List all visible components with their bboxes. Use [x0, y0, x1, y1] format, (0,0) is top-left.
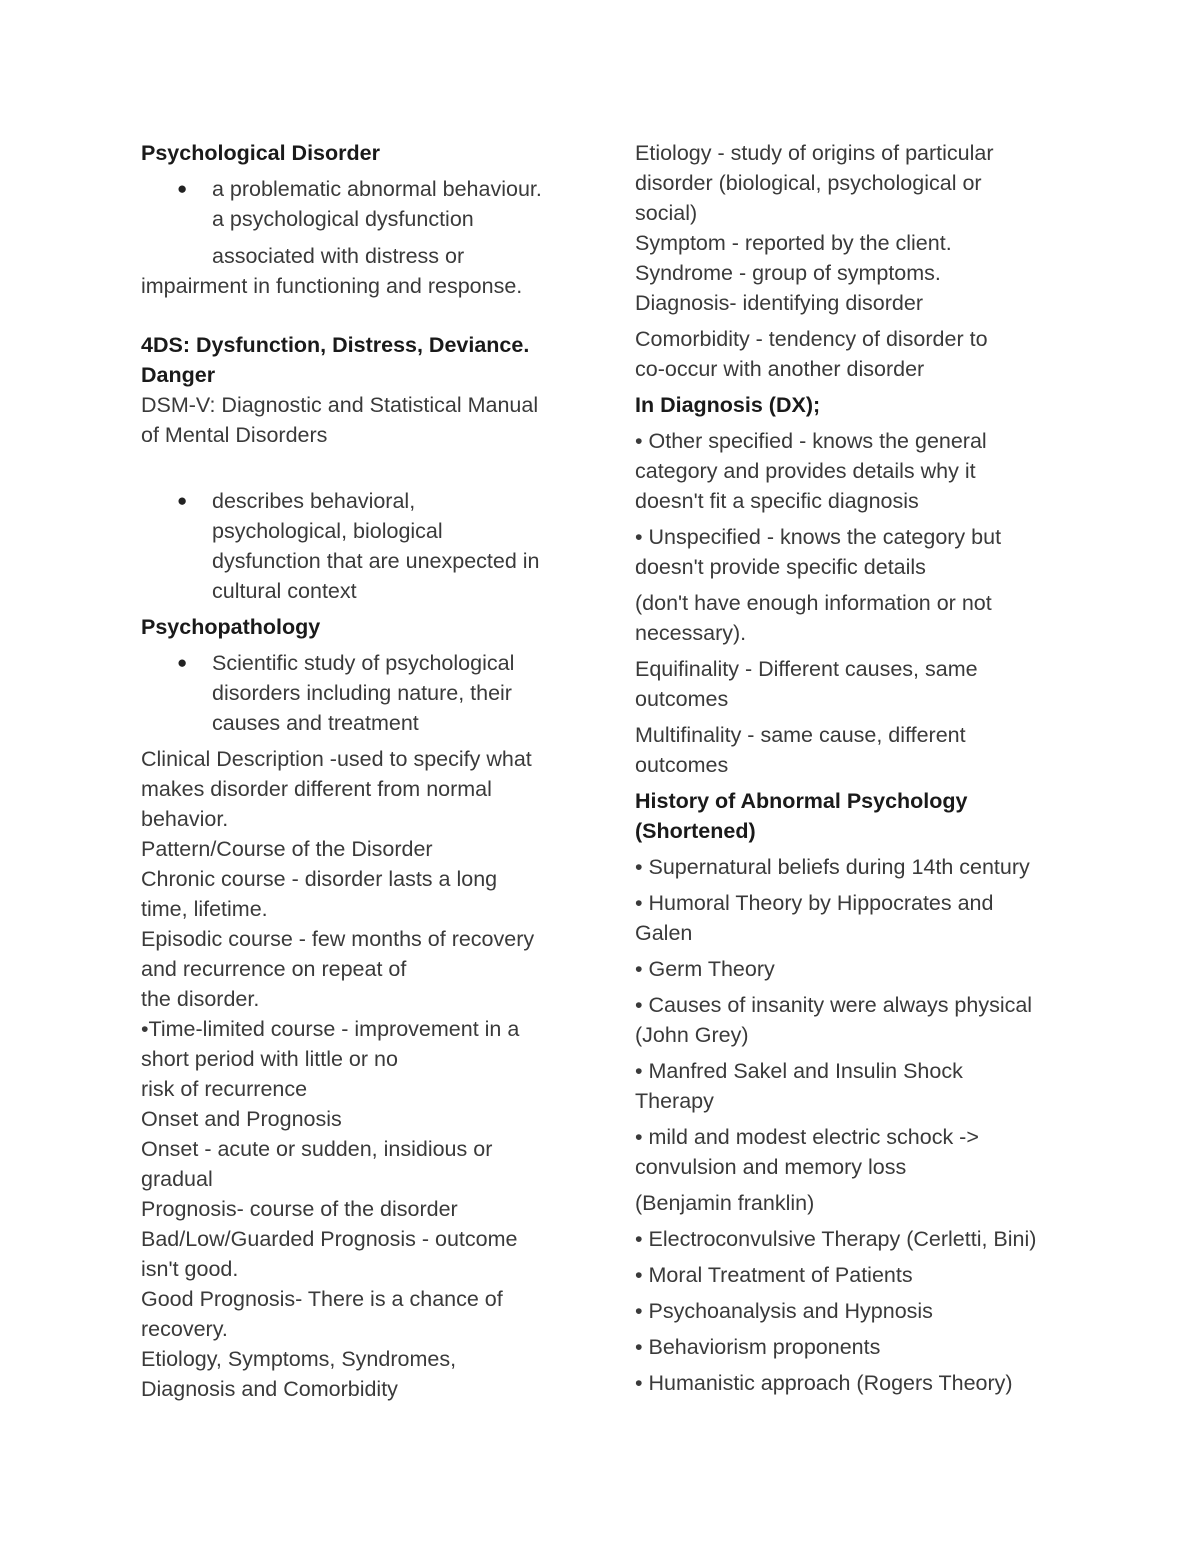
dsm-line: DSM-V: Diagnostic and Statistical Manual [141, 393, 539, 417]
bullet-item-psychopathology: ● Scientific study of psychological disorders including nature, their causes and treatment [141, 648, 571, 738]
text-line: Clinical Description -used to specify what [141, 747, 532, 771]
comorbidity-line: co-occur with another disorder [635, 357, 925, 381]
symptom-line: Symptom - reported by the client. [635, 231, 952, 255]
heading-psychological-disorder: Psychological Disorder [141, 141, 380, 165]
text-line: Episodic course - few months of recovery [141, 927, 535, 951]
text-line: behavior. [141, 807, 229, 831]
text-line: and recurrence on repeat of [141, 957, 407, 981]
text-line: time, lifetime. [141, 897, 268, 921]
left-column [141, 138, 571, 1404]
text-line: Pattern/Course of the Disorder [141, 837, 433, 861]
text-line: makes disorder different from normal [141, 777, 492, 801]
text-line: Chronic course - disorder lasts a long [141, 867, 498, 891]
etiology-line: disorder (biological, psychological or [635, 171, 982, 195]
heading-psychopathology: Psychopathology [141, 615, 321, 639]
heading-history: History of Abnormal Psychology [635, 789, 968, 813]
etiology-line: social) [635, 201, 698, 225]
text-line: the disorder. [141, 987, 260, 1011]
text-line: Etiology, Symptoms, Syndromes, [141, 1347, 457, 1371]
text-line: •Time-limited course - improvement in a [141, 1017, 520, 1041]
other-specified-line: • Other specified - knows the general [635, 429, 987, 453]
dsm-line: of Mental Disorders [141, 423, 328, 447]
text-line: risk of recurrence [141, 1077, 308, 1101]
history-item: • Behaviorism proponents [635, 1335, 881, 1359]
other-specified-line: category and provides details why it [635, 459, 976, 483]
diagnosis-line: Diagnosis- identifying disorder [635, 291, 924, 315]
history-item: • Supernatural beliefs during 14th century [635, 855, 1030, 879]
bullet-icon: ● [177, 179, 188, 198]
heading-4ds: 4DS: Dysfunction, Distress, Deviance. [141, 333, 530, 357]
bullet-icon: ● [177, 491, 188, 510]
text-line: recovery. [141, 1317, 228, 1341]
history-item: • Germ Theory [635, 957, 775, 981]
bullet-icon: ● [177, 653, 188, 672]
history-item-cont: (John Grey) [635, 1023, 749, 1047]
text-line: gradual [141, 1167, 213, 1191]
text-line: Diagnosis and Comorbidity [141, 1377, 398, 1401]
history-item: • Humanistic approach (Rogers Theory) [635, 1371, 1013, 1395]
info-line: (don't have enough information or not [635, 591, 992, 615]
bullet-item-definition: ● a problematic abnormal behaviour. a psychological dysfunction associated with distress or [141, 174, 571, 271]
text-line: short period with little or no [141, 1047, 398, 1071]
bullet-item-dsm-description: ● describes behavioral, psychological, biological dysfunction that are unexpected in cultural context [141, 486, 571, 606]
history-item: • Humoral Theory by Hippocrates and [635, 891, 994, 915]
text-line: Good Prognosis- There is a chance of [141, 1287, 503, 1311]
history-item: • Manfred Sakel and Insulin Shock [635, 1059, 963, 1083]
history-item-cont: convulsion and memory loss [635, 1155, 907, 1179]
history-item: • Moral Treatment of Patients [635, 1263, 913, 1287]
text-line: Bad/Low/Guarded Prognosis - outcome [141, 1227, 518, 1251]
text-line: Onset and Prognosis [141, 1107, 342, 1131]
multifinality-line: outcomes [635, 753, 729, 777]
history-item: • mild and modest electric schock -> [635, 1125, 979, 1149]
history-item: • Electroconvulsive Therapy (Cerletti, Bini) [635, 1227, 1037, 1251]
history-item: • Psychoanalysis and Hypnosis [635, 1299, 933, 1323]
syndrome-line: Syndrome - group of symptoms. [635, 261, 941, 285]
etiology-line: Etiology - study of origins of particular [635, 141, 994, 165]
unspecified-line: doesn't provide specific details [635, 555, 926, 579]
text-line: Onset - acute or sudden, insidious or [141, 1137, 493, 1161]
equifinality-line: Equifinality - Different causes, same [635, 657, 978, 681]
text-line: isn't good. [141, 1257, 239, 1281]
heading-in-diagnosis: In Diagnosis (DX); [635, 393, 821, 417]
multifinality-line: Multifinality - same cause, different [635, 723, 966, 747]
definition-continuation: impairment in functioning and response. [141, 274, 523, 298]
equifinality-line: outcomes [635, 687, 729, 711]
heading-history-cont: (Shortened) [635, 819, 756, 843]
unspecified-line: • Unspecified - knows the category but [635, 525, 1002, 549]
heading-4ds-cont: Danger [141, 363, 216, 387]
right-column [635, 138, 1075, 1398]
other-specified-line: doesn't fit a specific diagnosis [635, 489, 919, 513]
history-item-cont: (Benjamin franklin) [635, 1191, 815, 1215]
history-item-cont: Galen [635, 921, 693, 945]
history-item: • Causes of insanity were always physical [635, 993, 1033, 1017]
comorbidity-line: Comorbidity - tendency of disorder to [635, 327, 988, 351]
text-line: Prognosis- course of the disorder [141, 1197, 458, 1221]
info-line: necessary). [635, 621, 747, 645]
history-item-cont: Therapy [635, 1089, 714, 1113]
